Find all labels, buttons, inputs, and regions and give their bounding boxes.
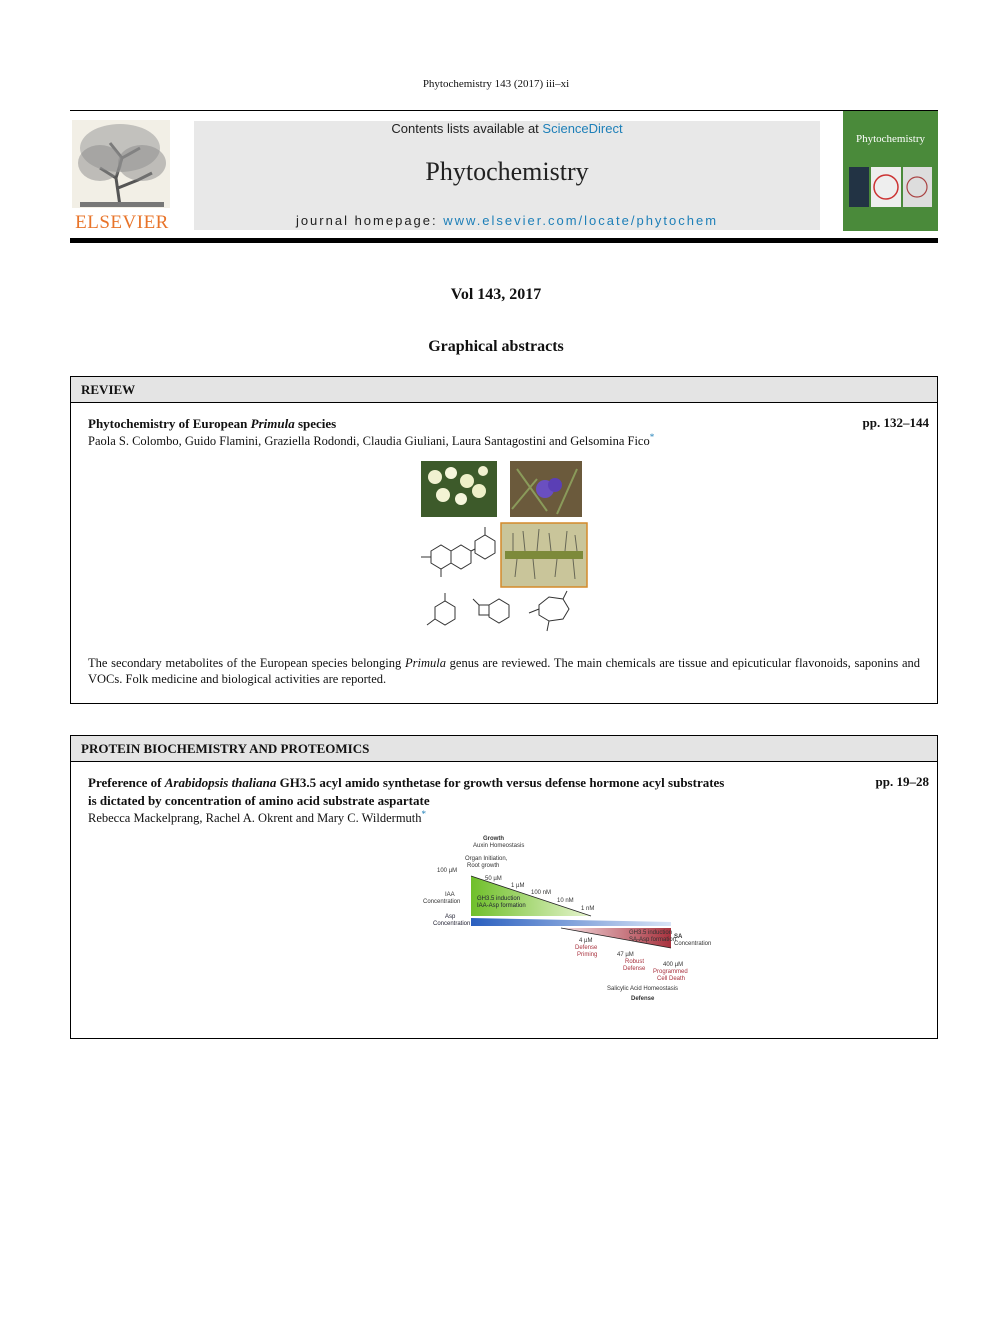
- fig-c50: 50 µM: [485, 876, 502, 882]
- title-pre: Preference of: [88, 775, 165, 790]
- fig-asp: Asp: [445, 914, 456, 920]
- fig-growth-sub: Auxin Homeostasis: [473, 843, 525, 849]
- volume-label: Vol 143, 2017: [450, 286, 542, 303]
- graphical-abstract-gh35: [361, 832, 712, 1012]
- panel-section-label: REVIEW: [81, 382, 136, 397]
- publisher-name: ELSEVIER: [75, 212, 169, 233]
- title-italic: Arabidopsis thaliana: [164, 775, 277, 790]
- abstract-panel-review: [70, 376, 938, 704]
- title-line2: is dictated by concentration of amino acid substrate aspartate: [88, 793, 430, 808]
- fig-c1: 1 µM: [511, 883, 525, 889]
- fig-sah: Salicylic Acid Homeostasis: [607, 986, 679, 992]
- journal-title: Phytochemistry: [425, 157, 589, 186]
- title-post: GH3.5 acyl amido synthetase for growth versus defense hormone acyl substrates: [276, 775, 725, 790]
- summary-italic: Primula: [404, 656, 446, 670]
- primula-purple-photo: [510, 461, 582, 517]
- fig-gh35b2: SA-Asp formation: [629, 937, 677, 943]
- fig-c47: 47 µM: [617, 952, 634, 958]
- header-rule: [70, 110, 938, 111]
- authors-text: Rebecca Mackelprang, Rachel A. Okrent and Mary C. Wildermuth: [88, 811, 422, 826]
- elsevier-logo[interactable]: [70, 118, 174, 234]
- fig-defense: Defense: [631, 996, 655, 1002]
- abstract-panel-proteomics: [70, 735, 938, 1039]
- running-header: Phytochemistry 143 (2017) iii–xi: [422, 78, 570, 90]
- graphical-abstract-primula: [417, 459, 597, 635]
- homepage-link[interactable]: www.elsevier.com/locate/phytochem: [443, 213, 719, 228]
- corresponding-author-mark[interactable]: *: [421, 809, 427, 819]
- contents-prefix: Contents lists available at: [391, 121, 543, 136]
- article-title[interactable]: [88, 774, 848, 810]
- fig-organ: Organ Initiation,: [465, 856, 508, 862]
- cover-images-icon: [849, 167, 932, 207]
- fig-gh35b: GH3.5 induction: [629, 930, 673, 936]
- fig-gh35a2: IAA-Asp formation: [477, 903, 526, 909]
- title-italic: Primula: [250, 416, 295, 431]
- cover-title: Phytochemistry: [855, 133, 926, 145]
- fig-sa: SA: [674, 934, 683, 940]
- fig-iaa2: Concentration: [423, 899, 461, 905]
- fig-asp2: Concentration: [433, 921, 471, 927]
- fig-c4c: Priming: [577, 952, 598, 958]
- title-post: species: [294, 416, 337, 431]
- homepage-line: [194, 213, 820, 228]
- title-pre: Phytochemistry of European: [88, 416, 251, 431]
- fig-c10nm: 10 nM: [557, 898, 574, 904]
- fig-c100: 100 µM: [437, 868, 458, 874]
- fig-c400b: Programmed: [653, 969, 688, 975]
- fig-organ2: Root growth: [467, 863, 500, 869]
- corresponding-author-mark[interactable]: *: [649, 432, 655, 442]
- article-summary: [88, 655, 920, 687]
- flavonoid-structure: [421, 527, 495, 577]
- panel-section-label: PROTEIN BIOCHEMISTRY AND PROTEOMICS: [81, 741, 370, 756]
- authors-text: Paola S. Colombo, Guido Flamini, Graziella Rodondi, Claudia Giuliani, Laura Santagostini and Gelsomina Fico: [88, 434, 650, 449]
- contents-line: [194, 121, 820, 136]
- section-title: Graphical abstracts: [428, 338, 564, 355]
- fig-iaa: IAA: [445, 892, 455, 898]
- fig-c400c: Cell Death: [657, 976, 686, 982]
- article-pages: pp. 132–144: [862, 415, 929, 430]
- homepage-prefix: journal homepage:: [295, 213, 444, 228]
- fig-c1nm: 1 nM: [581, 906, 595, 912]
- summary-post: genus are reviewed. The main chemicals are tissue and epicuticular flavonoids, saponins and VOCs. Folk medicine and biological activities are reported.: [88, 656, 920, 686]
- article-authors: [88, 432, 918, 449]
- journal-banner: [194, 121, 820, 230]
- panel-header: [71, 377, 937, 403]
- trichome-micrograph: [501, 523, 587, 587]
- article-title[interactable]: [88, 415, 828, 433]
- fig-sa2: Concentration: [674, 941, 712, 947]
- fig-robust2: Defense: [623, 966, 646, 972]
- fig-gh35a: GH3.5 induction: [477, 896, 521, 902]
- fig-c100nm: 100 nM: [531, 890, 552, 896]
- asp-bar: [471, 918, 671, 926]
- article-pages: pp. 19–28: [875, 774, 929, 789]
- header-thick-rule: [70, 238, 938, 243]
- journal-cover[interactable]: [843, 111, 938, 231]
- article-authors: [88, 809, 918, 826]
- primula-flower-photo: [421, 461, 497, 517]
- summary-pre: The secondary metabolites of the European species belonging: [88, 656, 405, 670]
- fig-c400: 400 µM: [663, 962, 684, 968]
- panel-header: [71, 736, 937, 762]
- fig-growth: Growth: [483, 836, 504, 842]
- terpene-structures: [427, 591, 569, 631]
- fig-c4: 4 µM: [579, 938, 593, 944]
- sciencedirect-link[interactable]: ScienceDirect: [542, 121, 623, 136]
- fig-c4b: Defense: [575, 945, 598, 951]
- fig-robust: Robust: [625, 959, 645, 965]
